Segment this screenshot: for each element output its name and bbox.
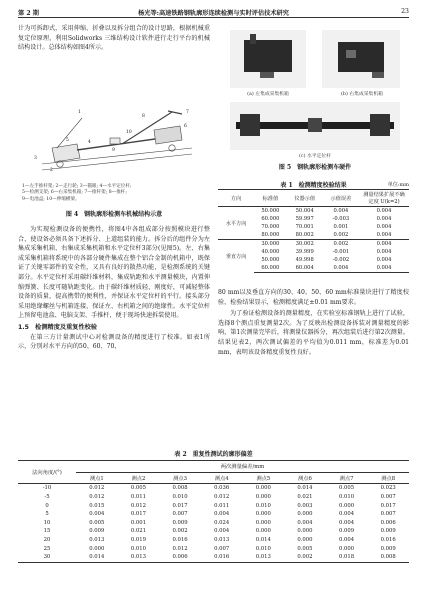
table-cell: 0.013 xyxy=(89,537,105,544)
table-cell: 40.000 xyxy=(261,249,280,255)
table-cell: 60.000 xyxy=(254,264,286,273)
table-cell: 0.000 xyxy=(338,545,355,552)
table-cell: 0.000 xyxy=(255,519,271,526)
section-heading: 1.5 检测精度及重复性校验 xyxy=(18,323,98,331)
table-1-block xyxy=(218,180,409,273)
right-box-photo xyxy=(322,30,400,88)
calibration-result-paragraph: 80 mm以及垂直方向的30、40、50、60 mm标准量块进行了精度校验，检验结果显示，检测精度满足±0.01 mm要求。 xyxy=(218,289,409,306)
table-cell: 50.004 xyxy=(295,208,314,214)
table-cell: 0.004 xyxy=(214,511,230,518)
angle-cell: 5 xyxy=(45,511,49,518)
table-cell: 0.021 xyxy=(297,494,313,501)
table-cell: 0.006 xyxy=(159,553,201,562)
angle-cell: 20 xyxy=(43,537,51,544)
table-cell: 80.000 xyxy=(261,232,280,238)
table-cell: 50.000 xyxy=(261,208,280,214)
table-cell: 0.014 xyxy=(76,553,118,562)
callout-1: 1 xyxy=(78,110,81,115)
table-cell: 0.013 xyxy=(118,553,160,562)
table-2-block xyxy=(18,449,409,563)
page-header xyxy=(18,6,409,18)
table-cell: 0.008 xyxy=(172,485,188,492)
table-cell: 0.001 xyxy=(333,224,349,230)
table-1 xyxy=(218,189,409,273)
column-header: 测量结果扩展不确定度 U(k=2) xyxy=(359,190,409,207)
running-title: 杨光等:高速铁路钢轨廓形连续检测与实时评估技术研究 xyxy=(138,10,289,17)
angle-cell: 10 xyxy=(43,519,51,526)
figure-5 xyxy=(222,26,408,176)
angle-cell: 0 xyxy=(45,502,49,509)
table-cell: 0.000 xyxy=(338,502,355,509)
table-cell: 0.005 xyxy=(297,545,313,552)
table-cell: 0.007 xyxy=(214,545,230,552)
table-cell: 0.000 xyxy=(297,528,313,535)
table-cell: 0.006 xyxy=(380,519,396,526)
group-header: 两次测量偏差/mm xyxy=(76,461,409,473)
figure-4-legend xyxy=(22,184,208,203)
callout-6: 6 xyxy=(184,124,187,129)
subcaption-b: (b) 右集成采集机箱 xyxy=(341,92,383,97)
table-cell: 0.023 xyxy=(380,485,396,492)
callout-9: 9 xyxy=(112,148,115,153)
table-cell: 0.012 xyxy=(89,494,105,501)
table-1-body xyxy=(218,207,409,273)
table-cell: 70.000 xyxy=(261,224,280,230)
table-cell: -0.001 xyxy=(332,249,350,255)
table-cell: 0.011 xyxy=(214,502,230,509)
table-cell: -0.003 xyxy=(332,216,350,222)
table-cell: 0.000 xyxy=(89,545,105,552)
column-header: 示值误差 xyxy=(323,190,359,207)
table-cell: 0.004 xyxy=(359,264,409,273)
table-cell: 0.004 xyxy=(214,528,230,535)
table-cell: 0.002 xyxy=(172,528,188,535)
table-cell: 0.009 xyxy=(380,545,396,552)
table-cell: 0.000 xyxy=(297,537,313,544)
table-cell: 0.016 xyxy=(172,537,188,544)
table-cell: 0.007 xyxy=(172,511,188,518)
table-cell: 0.010 xyxy=(130,545,147,552)
legend-line: 9—电池盒; 10—伸缩横梁。 xyxy=(22,196,80,202)
table-row xyxy=(18,527,409,536)
column-header: 测点5 xyxy=(243,472,285,484)
table-cell: 0.004 xyxy=(376,208,392,214)
page-number: 23 xyxy=(401,8,409,15)
angle-cell: 15 xyxy=(43,528,51,535)
angle-cell: -10 xyxy=(42,485,52,492)
figure-5-caption: 图 5 钢轨廓形检测车硬件 xyxy=(278,164,352,171)
table-cell: 49.998 xyxy=(295,257,314,263)
table-cell: 0.036 xyxy=(214,485,230,492)
table-cell: 50.000 xyxy=(261,257,280,263)
table-cell: 0.004 xyxy=(333,208,349,214)
table-cell: 70.001 xyxy=(295,224,314,230)
table-cell: 0.004 xyxy=(376,224,392,230)
table-cell: -0.002 xyxy=(332,257,350,263)
table-cell: 60.000 xyxy=(261,216,280,222)
table-cell: 60.004 xyxy=(287,264,323,273)
hardware-paragraph: 为实现检测设备的便携性，将图4中各组成部分按照模块进行整合，使设备必须具备下述拆分、上道组装的能力。拆分后的组件分为左集成采集机箱、右集成采集机箱和水平定位杆3部分(见图5)。左、右集成采集机箱将系统中的各部分硬件集成在整个铝合金制的机箱中，既保证了关键零部件的安全性，又具有良好的散热功能，是检测系统的关键部分。水平定位杆采用碳纤维材料，集成轨距和水平测量模块，内置伸缩弹簧、长度可随轨距变化。由于碳纤维材质轻、刚度好，可减轻整体设备的质量，提高携带的便利性，并保证水平定位杆的平行。接头部分采用绝缘螺丝与机箱连接，保证左、右机箱之间的绝缘性。水平定位杆上预留电池盒、电脑支架、手推杆，便于现场快速拆装使用。 xyxy=(18,226,210,320)
table-cell: 0.024 xyxy=(214,519,230,526)
column-header: 测点6 xyxy=(284,472,326,484)
table-cell: 0.004 xyxy=(323,264,359,273)
figure-4-caption: 图 4 钢轨廓形检测车机械结构示意 xyxy=(65,211,163,218)
table-cell: 0.019 xyxy=(130,537,147,544)
table-cell: 0.003 xyxy=(297,502,313,509)
table-cell: 0.004 xyxy=(376,257,392,263)
issue-label: 第 2 期 xyxy=(18,10,39,17)
left-column-body xyxy=(18,225,210,352)
table-cell: 0.002 xyxy=(284,553,326,562)
table-cell: 0.012 xyxy=(130,502,147,509)
table-cell: 0.008 xyxy=(367,553,409,562)
table-cell: 0.009 xyxy=(338,528,355,535)
table-row xyxy=(18,544,409,553)
table-cell: 0.005 xyxy=(89,519,105,526)
table-2-title: 表 2 重复性测试的廓形偏差 xyxy=(174,451,253,458)
callout-2: 2 xyxy=(50,168,53,173)
table-1-title: 表 1 检测精度校验结果 xyxy=(280,182,347,189)
table-cell: 0.000 xyxy=(255,511,271,518)
table-cell: 0.017 xyxy=(380,502,396,509)
table-cell: 0.010 xyxy=(172,494,188,501)
column-header: 标准值 xyxy=(254,190,286,207)
table-cell: 0.005 xyxy=(130,485,147,492)
angle-cell: -5 xyxy=(44,494,50,501)
table-cell: 0.012 xyxy=(89,485,105,492)
table-cell: 0.010 xyxy=(255,545,271,552)
table-cell: 0.009 xyxy=(89,528,105,535)
table-cell: 0.002 xyxy=(323,240,359,249)
angle-cell: 25 xyxy=(43,545,51,552)
calibration-paragraph: 在第三方计量测试中心对检测设备的精度进行了校准。如表1所示，分别对水平方向的50、60、70、 xyxy=(18,333,210,351)
table-row xyxy=(218,240,409,249)
table-cell: 80.002 xyxy=(295,232,314,238)
column-header: 测点4 xyxy=(201,472,243,484)
table-subheader-row xyxy=(18,472,409,484)
table-row xyxy=(18,536,409,545)
table-cell: 0.004 xyxy=(376,249,392,255)
table-1-unit: 单位:mm xyxy=(387,182,409,188)
table-cell: 30.002 xyxy=(287,240,323,249)
table-cell: 39.999 xyxy=(295,249,314,255)
table-cell: 0.007 xyxy=(380,494,396,501)
table-row xyxy=(18,553,409,562)
table-cell: 0.011 xyxy=(130,494,147,501)
table-cell: 0.017 xyxy=(172,502,188,509)
callout-10: 10 xyxy=(126,130,132,135)
table-cell: 0.004 xyxy=(338,511,355,518)
table-row xyxy=(18,501,409,510)
table-cell: 0.000 xyxy=(255,485,271,492)
table-cell: 0.000 xyxy=(297,511,313,518)
table-cell: 0.004 xyxy=(338,519,355,526)
table-cell: 0.009 xyxy=(380,528,396,535)
table-cell: 0.004 xyxy=(297,519,313,526)
legend-line: 1—左手推杆架; 2—走行轮; 3—猫眼; 4—水平定位杆; xyxy=(22,184,132,189)
table-cell: 0.014 xyxy=(297,485,313,492)
table-cell: 0.012 xyxy=(172,545,188,552)
repeatability-paragraph: 为了验证检测设备的测量精度，在实验室标准钢轨上进行了试验，选择8个测点重复测量2次。为了反映出检测设备拆装对测量精度的影响，第1次测量完毕后，将测量仪器拆分，再次组装后进行第2次测量。结果见表2，两次测试偏差的平均值为0.011 mm，标准差为0.01 mm，表明该设备精度重复性良好。 xyxy=(218,310,409,356)
table-cell: 0.018 xyxy=(326,553,368,562)
subcaption-a: (a) 左集成采集机箱 xyxy=(247,92,289,97)
table-cell: 59.997 xyxy=(295,216,314,222)
row-header: 法向角度/(°) xyxy=(18,461,76,484)
intro-paragraph: 计为可拆卸式，采用伸缩、折叠以及拆分组合的设计思路，根据机械重复定位原理，利用Solidworks 三维结构设计软件进行走行平台的机械结构设计。总体结构如图4所示。 xyxy=(18,25,210,52)
column-header: 仪器示值 xyxy=(287,190,323,207)
table-cell: 0.017 xyxy=(130,511,147,518)
table-cell: 0.002 xyxy=(333,232,349,238)
right-column-body xyxy=(218,288,409,357)
table-row xyxy=(18,519,409,528)
table-cell: 0.007 xyxy=(380,511,396,518)
table-2-body xyxy=(18,484,409,562)
callout-3: 3 xyxy=(34,156,37,161)
table-cell: 0.001 xyxy=(130,519,147,526)
table-cell: 0.013 xyxy=(214,537,230,544)
table-2 xyxy=(18,460,409,563)
callout-7: 7 xyxy=(186,110,189,115)
table-1-title-row xyxy=(218,180,409,189)
table-cell: 0.016 xyxy=(380,537,396,544)
table-cell: 0.004 xyxy=(89,511,105,518)
table-row xyxy=(218,207,409,216)
table-cell: 0.010 xyxy=(255,502,271,509)
legend-line: 5—检测支架; 6—右采集机箱; 7—推杆架; 8—推杆; xyxy=(22,190,127,196)
subcaption-c: (c) 水平定位杆 xyxy=(299,154,331,159)
table-header-row xyxy=(218,190,409,207)
table-cell: 0.021 xyxy=(130,528,147,535)
table-row xyxy=(18,493,409,502)
figure-4-drawing xyxy=(22,108,208,180)
table-row xyxy=(18,484,409,493)
table-cell: 0.004 xyxy=(338,537,355,544)
table-cell: 0.004 xyxy=(376,232,392,238)
column-header: 测点3 xyxy=(159,472,201,484)
table-cell: 0.014 xyxy=(255,537,271,544)
table-cell: 0.000 xyxy=(255,494,271,501)
callout-4: 4 xyxy=(88,140,91,145)
left-column xyxy=(18,24,210,53)
table-cell: 0.012 xyxy=(214,494,230,501)
column-header: 方向 xyxy=(218,190,254,207)
table-cell: 0.015 xyxy=(89,502,105,509)
column-header: 测点7 xyxy=(326,472,368,484)
column-header: 测点2 xyxy=(118,472,160,484)
level-rod-photo xyxy=(230,102,400,150)
direction-cell: 垂直方向 xyxy=(218,240,254,273)
table-cell: 0.004 xyxy=(359,240,409,249)
table-cell: 0.005 xyxy=(338,485,355,492)
table-cell: 0.010 xyxy=(338,494,355,501)
callout-8: 8 xyxy=(142,114,145,119)
column-header: 测点8 xyxy=(367,472,409,484)
table-row xyxy=(18,510,409,519)
table-cell: 30.000 xyxy=(254,240,286,249)
table-header-row xyxy=(18,461,409,473)
column-header: 测点1 xyxy=(76,472,118,484)
table-cell: 0.000 xyxy=(255,528,271,535)
callout-5: 5 xyxy=(66,138,69,143)
table-cell: 0.004 xyxy=(376,216,392,222)
table-cell: 0.013 xyxy=(243,553,285,562)
angle-cell: 30 xyxy=(18,553,76,562)
table-cell: 0.016 xyxy=(201,553,243,562)
table-cell: 0.009 xyxy=(172,519,188,526)
direction-cell: 水平方向 xyxy=(225,220,247,227)
left-box-photo xyxy=(230,30,306,88)
